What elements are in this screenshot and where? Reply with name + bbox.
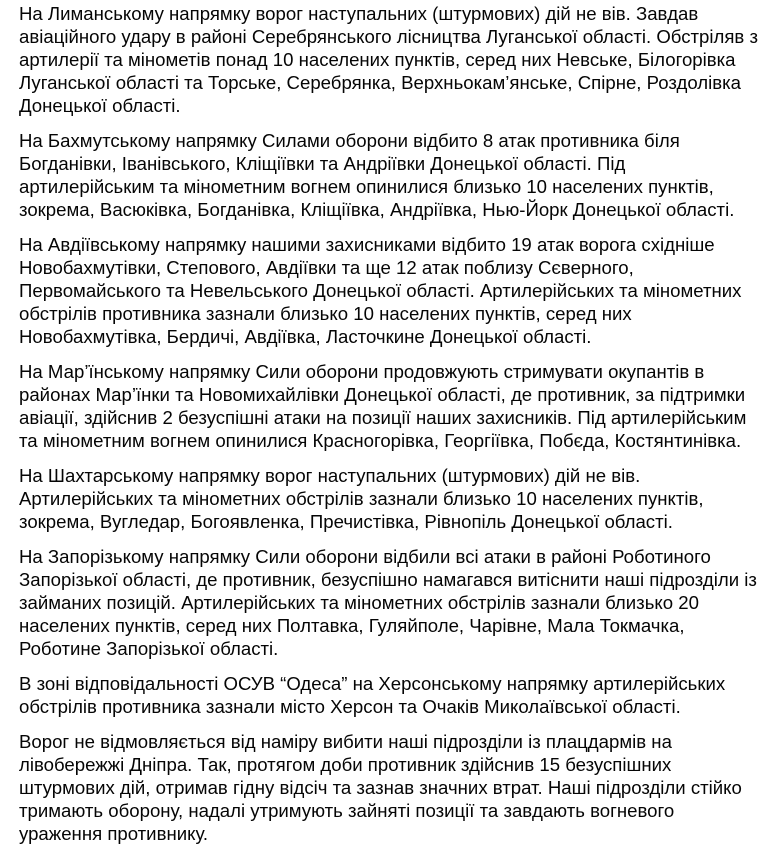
paragraph-shakhtarske: На Шахтарському напрямку ворог наступальних (штурмових) дій не вів. Артилерійських та мінометних обстрілів зазнали близько 10 населених пунктів, зокрема, Вугледар, Богоявленка, Пречистівка, Рівнопіль Донецької області.: [19, 465, 704, 533]
paragraph-lyman: На Лиманському напрямку ворог наступальних (штурмових) дій не вів. Завдав авіаційного удару в районі Серебрянського лісництва Луганської області. Обстріляв з артилерії та мінометів понад 10 населених пунктів, серед них Невське, Білогорівка Луганської області та Торське, Серебрянка, Верхньокам’янське, Спірне, Роздолівка Донецької області.: [19, 3, 759, 117]
paragraph-dnipro-left-bank: Ворог не відмовляється від наміру вибити наші підрозділи із плацдармів на лівобережжі Дніпра. Так, протягом доби противник здійснив 15 безуспішних штурмових дій, отримав гідну відсіч та зазнав значних втрат. Наші підрозділи стійко тримають оборону, надалі утримують зайняті позиції та завдають вогневого ураження противнику.: [19, 730, 742, 845]
paragraph-odesa-zone: В зоні відповідальності ОСУВ “Одеса” на Херсонському напрямку артилерійських обстрілів противника зазнали місто Херсон та Очаків Миколаївської області.: [19, 673, 726, 718]
paragraph-avdiivka: На Авдіївському напрямку нашими захисниками відбито 19 атак ворога східніше Новобахмутівки, Степового, Авдіївки та ще 12 атак поблизу Сєверного, Первомайського та Невельського Донецької області. Артилерійських та мінометних обстрілів противника зазнали близько 10 населених пунктів, серед них Новобахмутівка, Бердичі, Авдіївка, Ласточкине Донецької області.: [19, 234, 742, 348]
paragraph-zaporizhzhia: На Запорізькому напрямку Сили оборони відбили всі атаки в районі Роботиного Запорізької області, де противник, безуспішно намагався витіснити наші підрозділи із займаних позицій. Артилерійських та мінометних обстрілів зазнали близько 20 населених пунктів, серед них Полтавка, Гуляйполе, Чарівне, Мала Токмачка, Роботине Запорізької області.: [19, 545, 757, 660]
paragraph-bakhmut: На Бахмутському напрямку Силами оборони відбито 8 атак противника біля Богданівки, Іванівського, Кліщіївки та Андріївки Донецької області. Під артилерійським та мінометним вогнем опинилися близько 10 населених пунктів, зокрема, Васюківка, Богданівка, Кліщіївка, Андріївка, Нью-Йорк Донецької області.: [19, 130, 735, 221]
paragraph-marinka: На Мар’їнському напрямку Сили оборони продовжують стримувати окупантів в районах Мар’їнки та Новомихайлівки Донецької області, де противник, за підтримки авіації, здійснив 2 безуспішні атаки на позиції наших захисників. Під артилерійським та мінометним вогнем опинилися Красногорівка, Георгіївка, Побєда, Костянтинівка.: [19, 361, 747, 452]
